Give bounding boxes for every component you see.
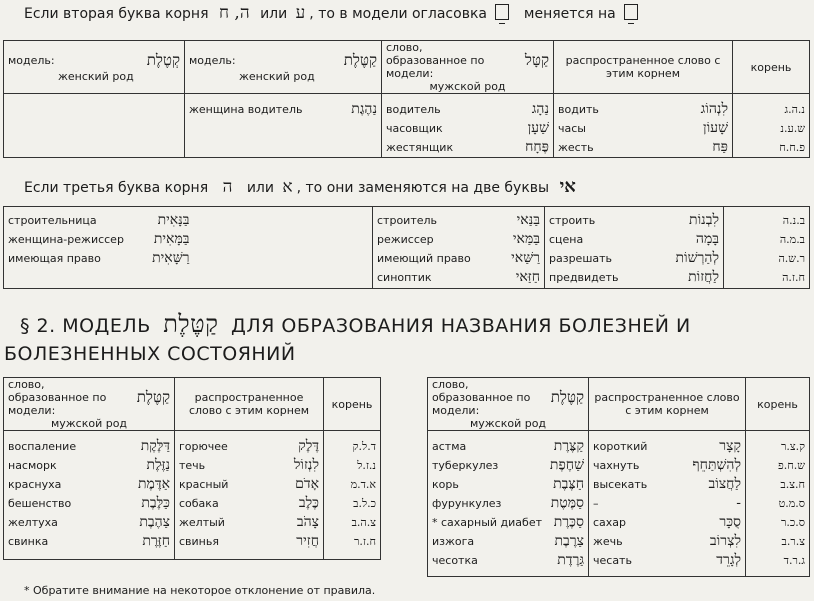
table-cell: астма туберкулез корь фурункулез * сахарный диабет изжога чесотка קַצֶּרֶת שַׁחֶפֶת חַצֶּבֶת סַמֶּטֶת סַכֶּרֶת צַרֶבֶת גַּרֶדֶת <box>428 431 589 577</box>
header-cell: распространенное слово с этим корнем <box>589 378 746 431</box>
header-cell: распространенное слово с этим корнем <box>175 378 324 431</box>
header-cell: корень <box>746 378 810 431</box>
table-cell: строительница женщина-режиссер имеющая право בַּנָּאִית בַּמָּאִית רַשָּׁאִית <box>4 207 373 289</box>
note-text: Если вторая буква корня <box>24 6 209 22</box>
hebrew-letters: אי <box>559 176 576 197</box>
table-cell: водитель часовщик жестянщик נַהָג שַׁעָן פֶּחָח <box>382 94 554 158</box>
section-heading-line2: БОЛЕЗНЕННЫХ СОСТОЯНИЙ <box>4 343 296 365</box>
table-cell: женщина водитель נַהֶגֶת <box>185 94 382 158</box>
table-row <box>4 94 810 158</box>
vowel-sign-icon <box>495 4 509 20</box>
header-cell: слово, образованное по модели: קַטָּל мужской род <box>382 41 554 94</box>
root-cell: נ.ה.ג ש.ע.נ פ.ח.ח <box>733 94 810 158</box>
root-cell: ד.ל.ק נ.ז.ל א.ד.מ כ.ל.ב צ.ה.ב ח.ז.ר <box>324 431 381 560</box>
section-heading <box>20 310 691 339</box>
table-row <box>4 431 381 560</box>
disease-table-left <box>3 377 381 560</box>
heading-text: ДЛЯ ОБРАЗОВАНИЯ НАЗВАНИЯ БОЛЕЗНЕЙ И <box>231 315 691 337</box>
note-text: Если третья буква корня <box>24 180 209 196</box>
vowel-sign-icon <box>624 4 638 20</box>
hebrew-letter: א <box>282 177 293 197</box>
table-cell: строить сцена разрешать предвидеть לִבְנוֹת בָּמָה לְהַרְשׁוֹת לַחֲזוֹת <box>545 207 724 289</box>
header-cell: модель: קַטֶּלֶת женский род <box>185 41 382 94</box>
table-cell-empty <box>4 94 185 158</box>
header-cell: корень <box>733 41 810 94</box>
table-cell: воспаление насморк краснуха бешенство желтуха свинка דַּלֶּקֶת נַזֶּלֶת אַדֶּמֶת כַּלֶּבֶת צַהֶבֶת חַזֶּרֶת <box>4 431 175 560</box>
note-text: , то в модели огласовка <box>309 6 487 22</box>
hebrew-letter: ה <box>222 177 233 197</box>
header-cell: корень <box>324 378 381 431</box>
note-text: или <box>260 6 288 22</box>
model-table-2 <box>3 206 810 289</box>
header-cell: модель: קְטֶלֶת женский род <box>4 41 185 94</box>
note-text: меняется на <box>523 6 616 22</box>
heading-hebrew: קַטֶּלֶת <box>163 310 219 338</box>
heading-text: § 2. МОДЕЛЬ <box>20 315 151 337</box>
root-cell: ק.צ.ר ש.ח.פ ח.צ.ב ס.מ.ט ס.כ.ר צ.ר.ב ג.ר.ד <box>746 431 810 577</box>
table-cell: короткий чахнуть высекать – сахар жечь чесать קָצָר לְהִשְׁתַּחֵף לַחֲצוֹב - סֻכָּר לִצְרוֹב לְגָרֵד <box>589 431 746 577</box>
final-letter-rule-note <box>24 176 576 197</box>
table-header-row <box>4 41 810 94</box>
table-cell: горючее течь красный собака желтый свинья דֶּלֶק לִנְזוֹל אָדֹם כֶּלֶב צָהֹב חֲזִיר <box>175 431 324 560</box>
footnote: * Обратите внимание на некоторое отклонение от правила. <box>24 584 376 597</box>
note-text: или <box>246 180 274 196</box>
vowel-rule-note <box>24 3 642 23</box>
header-cell: слово, образованное по модели: קַטֶּלֶת мужской род <box>4 378 175 431</box>
table-row <box>428 431 810 577</box>
disease-table-right <box>427 377 810 577</box>
table-row <box>4 207 810 289</box>
header-cell: распространенное слово с этим корнем <box>554 41 733 94</box>
header-cell: слово, образованное по модели: קַטֶּלֶת мужской род <box>428 378 589 431</box>
table-cell: водить часы жесть לִנְהוֹג שָׁעוֹן פַּח <box>554 94 733 158</box>
table-cell: строитель режиссер имеющий право синоптик בַּנַּאי בַּמַּאי רַשַּׁאי חַזַּאי <box>373 207 545 289</box>
table-header-row <box>4 378 381 431</box>
hebrew-letters: ה, ח <box>218 3 250 23</box>
table-header-row <box>428 378 810 431</box>
hebrew-letter: ע <box>295 3 306 23</box>
note-text: , то они заменяются на две буквы <box>296 180 550 196</box>
root-cell: ב.נ.ה ב.מ.ה ר.ש.ה ח.ז.ה <box>724 207 810 289</box>
model-table-1 <box>3 40 810 158</box>
